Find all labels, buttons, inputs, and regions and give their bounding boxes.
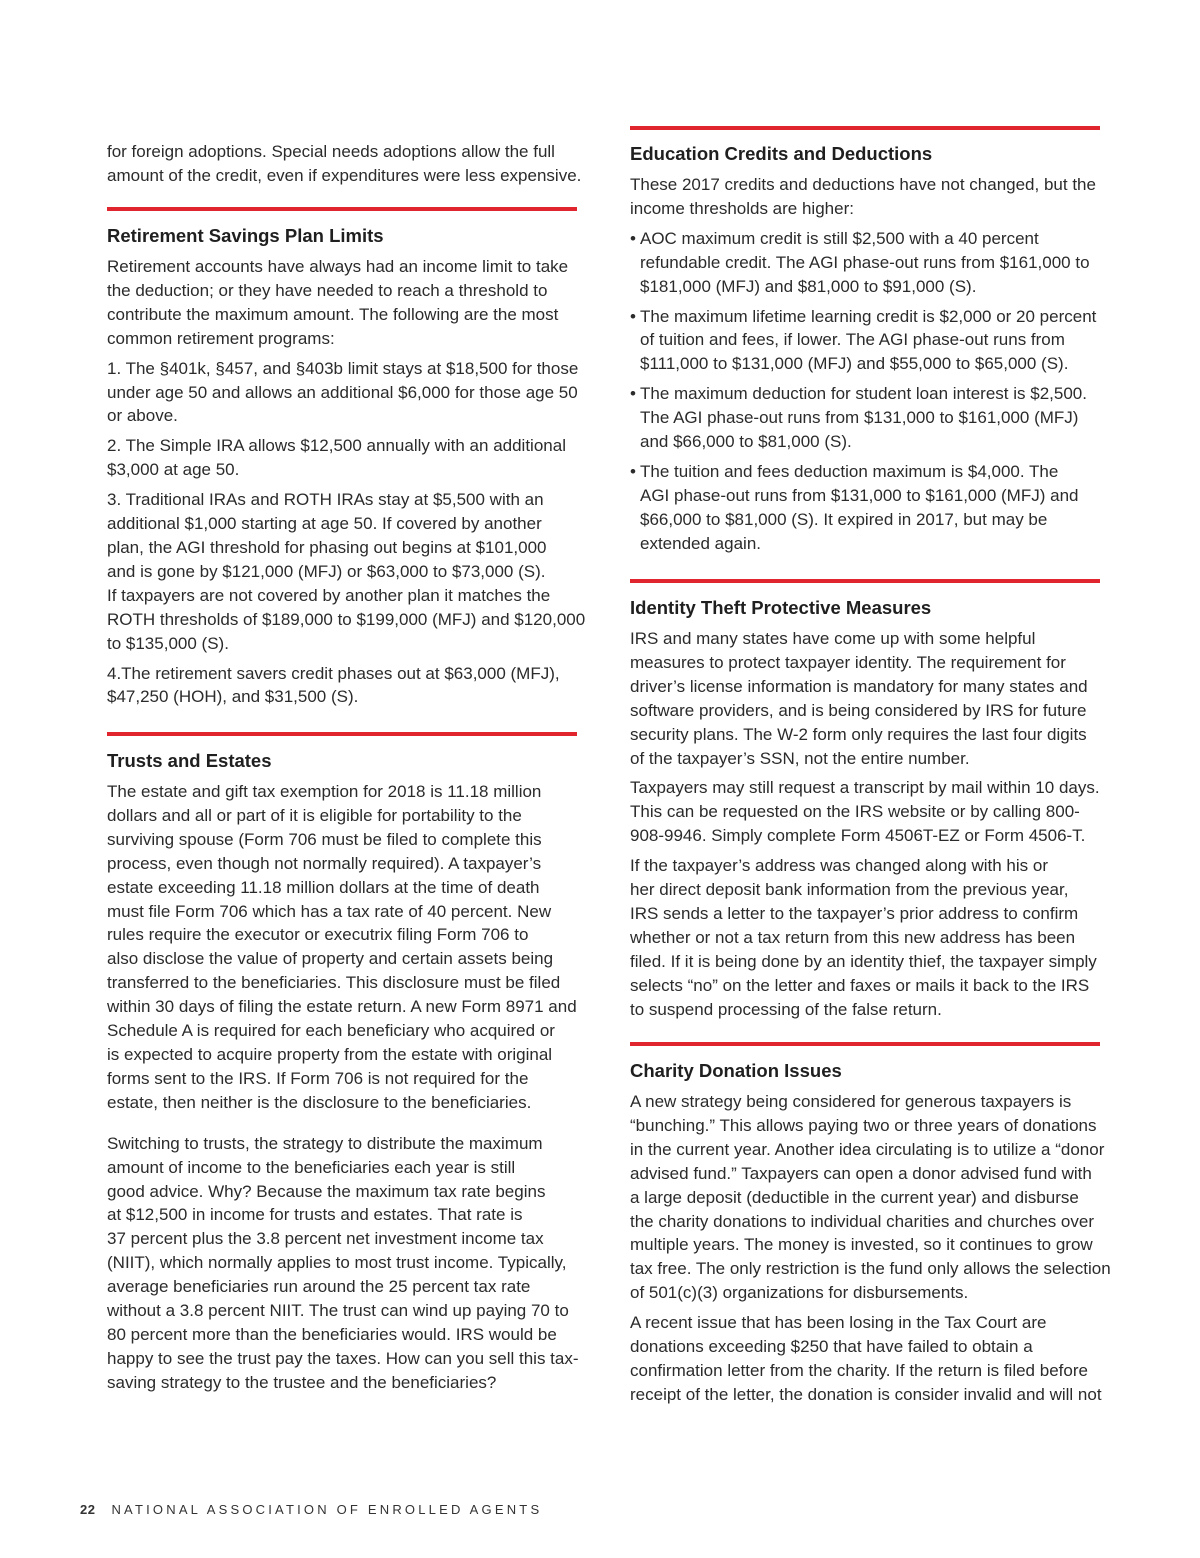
text-line: additional $1,000 starting at age 50. If covered by another	[107, 514, 542, 534]
text-line: forms sent to the IRS. If Form 706 is not required for the	[107, 1068, 529, 1088]
text-line: a large deposit (deductible in the current year) and disburse	[630, 1187, 1079, 1207]
trusts-paragraph-1	[107, 780, 607, 1115]
text-line: plan, the AGI threshold for phasing out begins at $101,000	[107, 537, 547, 557]
page-number: 22	[80, 1502, 96, 1517]
text-line: tax free. The only restriction is the fund only allows the selection	[630, 1259, 1111, 1279]
text-line: happy to see the trust pay the taxes. How can you sell this tax-	[107, 1348, 579, 1368]
text-line: $47,250 (HOH), and $31,500 (S).	[107, 687, 359, 707]
education-bullet-list	[630, 227, 1130, 556]
text-line: multiple years. The money is invested, so it continues to grow	[630, 1235, 1093, 1255]
text-line: The maximum lifetime learning credit is $2,000 or 20 percent	[640, 306, 1097, 326]
text-line: saving strategy to the trustee and the beneficiaries?	[107, 1372, 497, 1392]
text-line: dollars and all or part of it is eligible for portability to the	[107, 805, 522, 825]
text-line: If taxpayers are not covered by another plan it matches the	[107, 585, 551, 605]
text-line: measures to protect taxpayer identity. The requirement for	[630, 652, 1066, 672]
text-line: Retirement accounts have always had an income limit to take	[107, 257, 569, 276]
education-section	[630, 126, 1130, 556]
text-line: of tuition and fees, if lower. The AGI phase-out runs from	[640, 330, 1065, 350]
education-bullet-2	[630, 305, 1130, 377]
text-line: of 501(c)(3) organizations for disbursements.	[630, 1283, 969, 1303]
text-line: contribute the maximum amount. The following are the most	[107, 304, 559, 324]
charity-heading: Charity Donation Issues	[630, 1060, 842, 1081]
text-line: is expected to acquire property from the estate with original	[107, 1044, 553, 1064]
text-line: IRS sends a letter to the taxpayer’s prior address to confirm	[630, 903, 1079, 923]
text-line: amount of the credit, even if expenditures were less expensive.	[107, 165, 582, 185]
text-line: income thresholds are higher:	[630, 198, 854, 218]
text-line: also disclose the value of property and certain assets being	[107, 949, 554, 969]
text-line: 37 percent plus the 3.8 percent net investment income tax	[107, 1229, 544, 1249]
charity-section	[630, 1042, 1130, 1407]
text-line: refundable credit. The AGI phase-out runs from $161,000 to	[640, 252, 1090, 272]
text-line: without a 3.8 percent NIIT. The trust can wind up paying 70 to	[107, 1301, 569, 1321]
bullet-marker: •	[630, 228, 636, 248]
text-line: AGI phase-out runs from $131,000 to $161,000 (MFJ) and	[640, 485, 1079, 505]
text-line: $181,000 (MFJ) and $81,000 to $91,000 (S).	[640, 276, 977, 296]
intro-paragraph	[107, 140, 607, 188]
text-line: in the current year. Another idea circulating is to utilize a “donor	[630, 1139, 1105, 1159]
charity-paragraph-2	[630, 1311, 1130, 1407]
retirement-item-3	[107, 488, 607, 655]
text-line: ROTH thresholds of $189,000 to $199,000 (MFJ) and $120,000	[107, 609, 586, 629]
text-line: to $135,000 (S).	[107, 633, 229, 653]
text-line: common retirement programs:	[107, 328, 335, 348]
text-line: at $12,500 in income for trusts and estates. That rate is	[107, 1205, 523, 1225]
text-line: 80 percent more than the beneficiaries would. IRS would be	[107, 1324, 557, 1344]
text-line: amount of income to the beneficiaries each year is still	[107, 1157, 516, 1177]
education-heading: Education Credits and Deductions	[630, 143, 933, 164]
text-line: filed. If it is being done by an identity thief, the taxpayer simply	[630, 951, 1097, 971]
identity-paragraph-3	[630, 854, 1130, 1021]
education-bullet-1	[630, 227, 1130, 299]
education-bullet-3	[630, 382, 1130, 454]
text-line: confirmation letter from the charity. If the return is filed before	[630, 1360, 1088, 1380]
text-line: Schedule A is required for each beneficiary who acquired or	[107, 1021, 555, 1041]
text-line: donations exceeding $250 that have failed to obtain a	[630, 1337, 1033, 1357]
text-line: If the taxpayer’s address was changed along with his or	[630, 856, 1049, 876]
retirement-item-2	[107, 434, 607, 482]
trusts-paragraph-2	[107, 1132, 607, 1395]
text-line: $66,000 to $81,000 (S). It expired in 2017, but may be	[640, 509, 1048, 529]
text-line: This can be requested on the IRS website or by calling 800-	[630, 802, 1080, 822]
retirement-intro	[107, 255, 607, 351]
text-line: of the taxpayer’s SSN, not the entire number.	[630, 748, 970, 768]
text-line: for foreign adoptions. Special needs adoptions allow the full	[107, 142, 555, 161]
publication-name: NATIONAL ASSOCIATION OF ENROLLED AGENTS	[111, 1502, 543, 1517]
trusts-section	[107, 732, 607, 1395]
intro-block	[107, 140, 607, 188]
identity-section	[630, 579, 1130, 1022]
retirement-item-1	[107, 357, 607, 429]
text-line: A new strategy being considered for generous taxpayers is	[630, 1092, 1072, 1111]
text-line: These 2017 credits and deductions have not changed, but the	[630, 175, 1096, 194]
text-line: whether or not a tax return from this new address has been	[630, 927, 1076, 947]
retirement-item-4	[107, 662, 607, 710]
text-line: the charity donations to individual charities and churches over	[630, 1211, 1094, 1231]
text-line: transferred to the beneficiaries. This disclosure must be filed	[107, 973, 561, 993]
text-line: process, even though not normally required). A taxpayer’s	[107, 853, 542, 873]
text-line: and $66,000 to $81,000 (S).	[640, 432, 852, 452]
text-line: AOC maximum credit is still $2,500 with a 40 percent	[640, 228, 1039, 248]
text-line: advised fund.” Taxpayers can open a donor advised fund with	[630, 1163, 1092, 1183]
identity-heading: Identity Theft Protective Measures	[630, 597, 932, 618]
identity-paragraph-2	[630, 776, 1130, 848]
text-line: extended again.	[640, 533, 761, 553]
text-line: must file Form 706 which has a tax rate of 40 percent. New	[107, 901, 552, 921]
text-line: and is gone by $121,000 (MFJ) or $63,000 to $73,000 (S).	[107, 561, 546, 581]
text-line: rules require the executor or executrix filing Form 706 to	[107, 925, 529, 945]
text-line: 2. The Simple IRA allows $12,500 annually with an additional	[107, 436, 566, 456]
text-line: driver’s license information is mandatory for many states and	[630, 676, 1088, 696]
text-line: good advice. Why? Because the maximum tax rate begins	[107, 1181, 546, 1201]
text-line: selects “no” on the letter and faxes or mails it back to the IRS	[630, 975, 1090, 995]
education-intro	[630, 173, 1130, 221]
text-line: A recent issue that has been losing in the Tax Court are	[630, 1313, 1047, 1333]
text-line: or above.	[107, 406, 178, 426]
page-footer	[80, 1502, 542, 1517]
bullet-marker: •	[630, 306, 636, 326]
text-line: security plans. The W-2 form only requires the last four digits	[630, 724, 1087, 744]
text-line: $3,000 at age 50.	[107, 460, 240, 480]
text-line: receipt of the letter, the donation is consider invalid and will not	[630, 1384, 1102, 1404]
text-line: Taxpayers may still request a transcript by mail within 10 days.	[630, 778, 1100, 798]
text-line: her direct deposit bank information from the previous year,	[630, 880, 1069, 900]
text-line: software providers, and is being considered by IRS for future	[630, 700, 1087, 720]
charity-paragraph-1	[630, 1090, 1130, 1305]
text-line: to suspend processing of the false return.	[630, 999, 942, 1019]
text-line: average beneficiaries run around the 25 percent tax rate	[107, 1277, 531, 1297]
text-line: IRS and many states have come up with some helpful	[630, 629, 1036, 648]
text-line: 1. The §401k, §457, and §403b limit stays at $18,500 for those	[107, 358, 579, 378]
bullet-marker: •	[630, 461, 636, 481]
trusts-heading: Trusts and Estates	[107, 750, 272, 771]
text-line: 3. Traditional IRAs and ROTH IRAs stay at $5,500 with an	[107, 490, 544, 510]
text-line: The estate and gift tax exemption for 2018 is 11.18 million	[107, 782, 542, 801]
bullet-marker: •	[630, 384, 636, 404]
text-line: within 30 days of filing the estate return. A new Form 8971 and	[107, 997, 577, 1017]
text-line: under age 50 and allows an additional $6,000 for those age 50	[107, 382, 578, 402]
text-line: estate exceeding 11.18 million dollars at the time of death	[107, 877, 540, 897]
education-bullet-4	[630, 460, 1130, 556]
text-line: The AGI phase-out runs from $131,000 to $161,000 (MFJ)	[640, 408, 1079, 428]
retirement-section	[107, 207, 607, 709]
text-line: estate, then neither is the disclosure to the beneficiaries.	[107, 1092, 532, 1112]
text-line: $111,000 to $131,000 (MFJ) and $55,000 to $65,000 (S).	[640, 354, 1069, 374]
text-line: (NIIT), which normally applies to most trust income. Typically,	[107, 1253, 567, 1273]
text-line: Switching to trusts, the strategy to distribute the maximum	[107, 1133, 543, 1153]
identity-paragraph-1	[630, 627, 1130, 770]
text-line: The maximum deduction for student loan interest is $2,500.	[640, 384, 1087, 404]
text-line: 908-9946. Simply complete Form 4506T-EZ or Form 4506-T.	[630, 826, 1086, 846]
text-line: the deduction; or they have needed to reach a threshold to	[107, 280, 548, 300]
text-line: surviving spouse (Form 706 must be filed to complete this	[107, 829, 542, 849]
text-line: The tuition and fees deduction maximum is $4,000. The	[640, 461, 1059, 481]
retirement-heading: Retirement Savings Plan Limits	[107, 225, 384, 246]
text-line: 4.The retirement savers credit phases out at $63,000 (MFJ),	[107, 663, 560, 683]
text-line: “bunching.” This allows paying two or three years of donations	[630, 1115, 1097, 1135]
